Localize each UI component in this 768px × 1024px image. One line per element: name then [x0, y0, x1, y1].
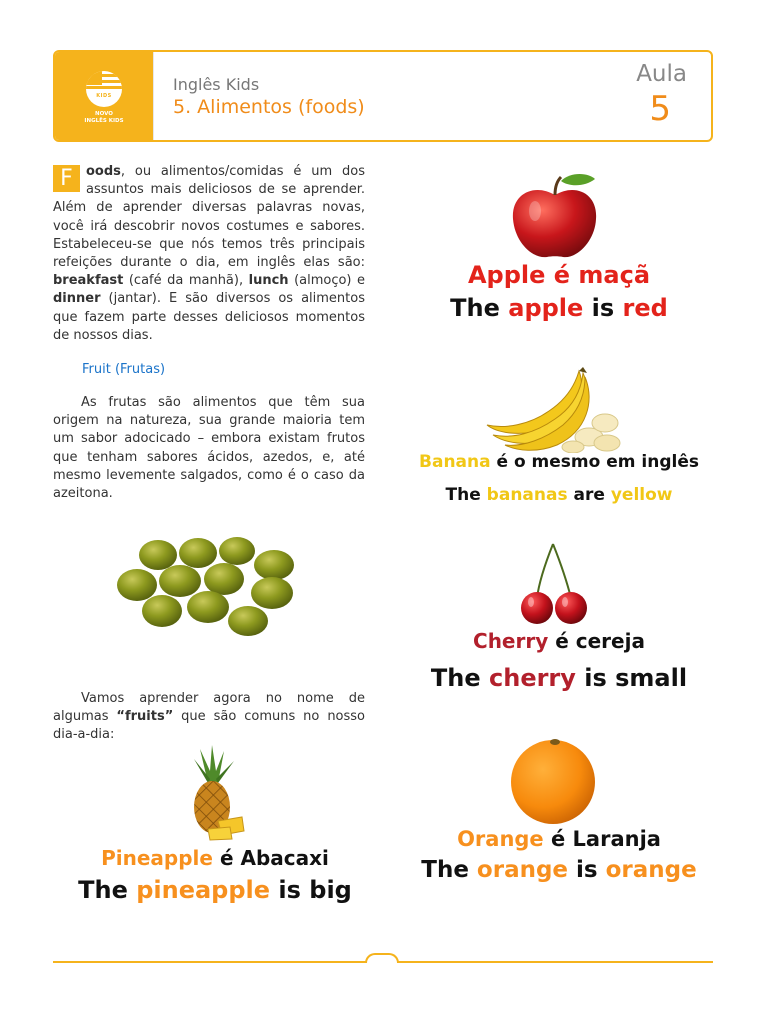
card-banana [405, 355, 713, 515]
cherry-caption-line2: The cherry is small [430, 664, 688, 692]
footer-ornament [365, 953, 399, 963]
lesson-label: Aula [636, 61, 687, 87]
intro-paragraph: F oods, ou alimentos/comidas é um dos assuntos mais deliciosos de se aprender. Além de aprender diversas palavras novas, você irá descobrir novos costumes e sabores. Estabeleceu-se que nós temos três principais refeições durante o dia, em inglês elas são: breakfast (café da manhã), lunch (almoço) e dinner (jantar). E são diversos os alimentos que fazem parte desses deliciosos momentos de nossos dias. [53, 164, 366, 343]
drop-cap: F [53, 165, 80, 192]
keyword-fruits: “fruits” [116, 709, 174, 725]
pineapple-caption-line2: The pineapple is big [78, 876, 352, 904]
orange-caption-line1: Orange é Laranja [457, 827, 661, 851]
brand-logo [55, 52, 153, 140]
section-heading-fruit: Fruit (Frutas) [82, 362, 166, 377]
orange-caption-line2: The orange is orange [421, 857, 697, 883]
banana-caption-line1: Banana é o mesmo em inglês [419, 452, 699, 472]
pineapple-caption-line1: Pineapple é Abacaxi [101, 846, 329, 870]
header-divider [153, 52, 154, 140]
cherry-caption-line1: Cherry é cereja [473, 629, 645, 653]
globe-flag-icon [86, 71, 122, 107]
logo-text: NOVO INGLÊS KIDS [84, 111, 124, 124]
apple-caption-line2: The apple is red [450, 294, 668, 322]
banana-image [483, 367, 623, 453]
apple-image [505, 169, 605, 261]
keyword-lunch: lunch [248, 273, 289, 289]
keyword-dinner: dinner [53, 291, 101, 307]
pineapple-image [178, 745, 248, 841]
lesson-title: 5. Alimentos (foods) [173, 96, 365, 118]
logo-badge-text: KIDS [96, 93, 112, 99]
apple-caption-line1: Apple é maçã [467, 261, 651, 289]
lesson-number: 5 [649, 89, 671, 129]
lesson-header [53, 50, 713, 142]
card-apple [405, 163, 713, 333]
course-subject: Inglês Kids [173, 75, 260, 94]
learn-fruits-paragraph: Vamos aprender agora no nome de algumas “fruits” que são comuns no nosso dia-a-dia: [53, 691, 366, 743]
orange-image [505, 736, 601, 824]
card-cherry [405, 538, 713, 703]
cherry-image [515, 542, 595, 626]
fruits-paragraph: As frutas são alimentos que têm sua origem na natureza, sua grande maioria tem um sabor adocicado – embora existam frutos que tenham sabores ácidos, azedos, e, até mesmo levemente salgados, como é o caso da azeitona. [53, 395, 365, 502]
keyword-breakfast: breakfast [53, 273, 124, 289]
olives-image [110, 533, 304, 638]
card-orange [405, 728, 713, 890]
banana-caption-line2: The bananas are yellow [445, 485, 673, 505]
card-pineapple [60, 745, 370, 915]
